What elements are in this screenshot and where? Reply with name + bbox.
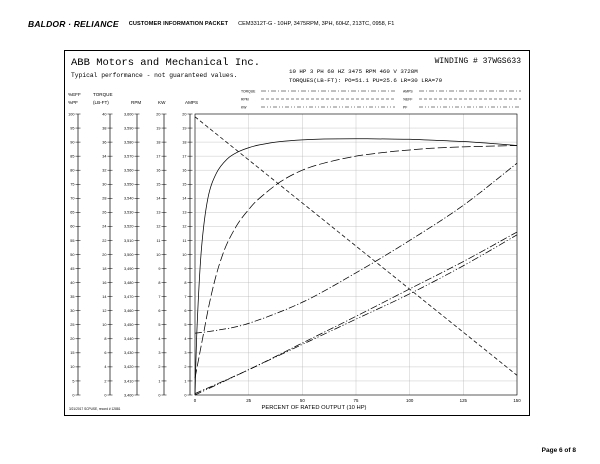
- axis-header: TORQUE: [93, 92, 113, 97]
- tick-label: 0: [104, 393, 107, 398]
- tick-label: 5: [72, 379, 75, 384]
- tick-label: 14: [156, 196, 161, 201]
- torque-values: TORQUES(LB-FT): PO=51.1 PU=25.6 LR=30 LRA=79: [289, 77, 443, 84]
- tick-label: 7: [158, 294, 161, 299]
- tick-label: 10: [102, 323, 107, 328]
- tick-label: 3,550: [123, 182, 134, 187]
- tick-label: 65: [70, 210, 75, 215]
- tick-label: 20: [70, 337, 75, 342]
- tick-label: 36: [102, 140, 107, 145]
- tick-label: 3,440: [123, 337, 134, 342]
- tick-label: 8: [158, 280, 161, 285]
- axis-headers: [68, 92, 198, 105]
- axis-header: KW: [158, 100, 166, 105]
- tick-label: 50: [70, 252, 75, 257]
- tick-label: 16: [182, 168, 187, 173]
- tick-label: 55: [70, 238, 75, 243]
- tick-label: 30: [102, 182, 107, 187]
- x-tick-label: 0: [193, 398, 197, 403]
- tick-label: 28: [102, 196, 107, 201]
- tick-label: 100: [68, 112, 75, 117]
- tick-label: 45: [70, 266, 75, 271]
- page-header: [28, 18, 394, 30]
- legend: [241, 90, 521, 110]
- tick-label: 16: [156, 168, 161, 173]
- page-number: Page 6 of 8: [541, 447, 576, 454]
- tick-label: 30: [70, 309, 75, 313]
- tick-label: 90: [70, 140, 75, 145]
- tick-label: 14: [182, 196, 187, 201]
- tick-label: 10: [156, 252, 161, 257]
- tick-label: 0: [184, 393, 187, 398]
- tick-label: 3,410: [123, 379, 134, 384]
- axis-header: (LB-FT): [93, 100, 109, 105]
- tick-label: 40: [102, 112, 107, 117]
- tick-label: 0: [72, 393, 75, 398]
- tick-label: 13: [156, 210, 161, 215]
- legend-label: %EFF: [403, 97, 413, 102]
- performance-sheet: [64, 50, 530, 416]
- tick-label: 1: [158, 379, 161, 384]
- tick-label: 1: [184, 379, 187, 384]
- tick-label: 34: [102, 154, 107, 159]
- tick-label: 4: [184, 337, 187, 342]
- axis-header: %PF: [68, 100, 78, 105]
- x-tick-label: 75: [353, 398, 359, 403]
- tick-label: 26: [102, 210, 107, 215]
- tick-label: 8: [184, 280, 187, 285]
- tick-label: 95: [70, 126, 75, 131]
- brand-logo: BALDOR · RELIANCE: [28, 19, 119, 29]
- tick-label: 9: [184, 266, 187, 271]
- tick-label: 3,500: [123, 252, 134, 257]
- motor-specs: 10 HP 3 PH 60 HZ 3475 RPM 460 V 3728M: [289, 68, 418, 75]
- disclaimer: Typical performance - not guaranteed values.: [71, 72, 238, 79]
- tick-label: 3,530: [123, 210, 134, 215]
- tick-label: 32: [102, 168, 107, 173]
- company-name: ABB Motors and Mechanical Inc.: [71, 57, 261, 69]
- tick-label: 4: [158, 337, 161, 342]
- tick-label: 15: [156, 182, 161, 187]
- x-axis: [194, 398, 521, 403]
- tick-label: 16: [102, 280, 107, 285]
- tick-label: 19: [182, 126, 187, 131]
- legend-label: TORQUE: [241, 89, 256, 94]
- x-tick-label: 100: [406, 398, 414, 403]
- tick-label: 70: [70, 196, 75, 201]
- tick-label: 3,580: [123, 140, 134, 145]
- axis-header: AMPS: [185, 100, 199, 105]
- tick-label: 3,430: [123, 351, 134, 356]
- winding-number: WINDING # 37WGS633: [434, 57, 521, 66]
- tick-label: 7: [184, 294, 187, 299]
- tick-label: 12: [182, 224, 187, 229]
- tick-label: 8: [104, 337, 107, 342]
- tick-label: 17: [156, 154, 161, 159]
- tick-label: 11: [156, 238, 161, 243]
- tick-label: 3,600: [123, 112, 134, 117]
- tick-label: 6: [104, 351, 107, 356]
- tick-label: 3,540: [123, 196, 134, 201]
- tick-label: 6: [184, 309, 187, 313]
- tick-label: 18: [182, 140, 187, 145]
- document-title: CEM3312T-G - 10HP, 3475RPM, 3PH, 60HZ, 213TC, 0958, F1: [238, 21, 395, 27]
- legend-label: KW: [241, 105, 247, 110]
- x-axis-label: PERCENT OF RATED OUTPUT (10 HP): [261, 405, 367, 411]
- tick-label: 12: [102, 309, 107, 313]
- tick-label: 60: [70, 224, 75, 229]
- tick-label: 12: [156, 224, 161, 229]
- packet-label: CUSTOMER INFORMATION PACKET: [128, 21, 229, 27]
- tick-label: 3,490: [123, 266, 134, 271]
- tick-label: 2: [158, 365, 161, 370]
- tick-label: 85: [70, 154, 75, 159]
- tick-label: 18: [156, 140, 161, 145]
- tick-label: 3,400: [123, 393, 134, 398]
- tick-label: 13: [182, 210, 187, 215]
- tick-label: 3: [158, 351, 161, 356]
- tick-label: 15: [182, 182, 187, 187]
- tick-label: 10: [70, 365, 75, 370]
- tick-label: 17: [182, 154, 187, 159]
- tick-label: 14: [102, 294, 107, 299]
- x-tick-label: 150: [513, 398, 521, 403]
- legend-label: RPM: [241, 97, 249, 102]
- axis-header: RPM: [131, 100, 142, 105]
- tick-label: 3,450: [123, 323, 134, 328]
- tick-label: 38: [102, 126, 107, 131]
- axes: [68, 112, 192, 397]
- revision-note: 3/21/2017 SCPUSE, record # 12881: [69, 407, 121, 411]
- tick-label: 2: [184, 365, 187, 370]
- tick-label: 3: [184, 351, 187, 356]
- tick-label: 4: [104, 365, 107, 370]
- x-tick-label: 25: [246, 398, 252, 403]
- tick-label: 3,590: [123, 126, 134, 131]
- tick-label: 6: [158, 309, 161, 313]
- tick-label: 3,560: [123, 168, 134, 173]
- tick-label: 10: [182, 252, 187, 257]
- tick-label: 9: [158, 266, 161, 271]
- performance-chart: [65, 51, 529, 415]
- tick-label: 20: [156, 112, 161, 117]
- tick-label: 22: [102, 238, 107, 243]
- x-tick-label: 125: [459, 398, 467, 403]
- x-tick-label: 50: [299, 398, 305, 403]
- tick-label: 3,510: [123, 238, 134, 243]
- tick-label: 19: [156, 126, 161, 131]
- tick-label: 11: [182, 238, 187, 243]
- tick-label: 18: [102, 266, 107, 271]
- tick-label: 40: [70, 280, 75, 285]
- tick-label: 3,460: [123, 309, 134, 313]
- legend-label: AMPS: [403, 89, 413, 94]
- axis-header: %EFF: [68, 92, 81, 97]
- tick-label: 3,480: [123, 280, 134, 285]
- tick-label: 3,570: [123, 154, 134, 159]
- tick-label: 5: [158, 323, 161, 328]
- tick-label: 35: [70, 294, 75, 299]
- tick-label: 15: [70, 351, 75, 356]
- tick-label: 25: [70, 323, 75, 328]
- tick-label: 5: [184, 323, 187, 328]
- tick-label: 2: [104, 379, 107, 384]
- tick-label: 20: [182, 112, 187, 117]
- tick-label: 20: [102, 252, 107, 257]
- tick-label: 3,470: [123, 294, 134, 299]
- tick-label: 3,420: [123, 365, 134, 370]
- tick-label: 3,520: [123, 224, 134, 229]
- tick-label: 0: [158, 393, 161, 398]
- legend-label: PF: [403, 105, 408, 110]
- tick-label: 80: [70, 168, 75, 173]
- tick-label: 75: [70, 182, 75, 187]
- tick-label: 24: [102, 224, 107, 229]
